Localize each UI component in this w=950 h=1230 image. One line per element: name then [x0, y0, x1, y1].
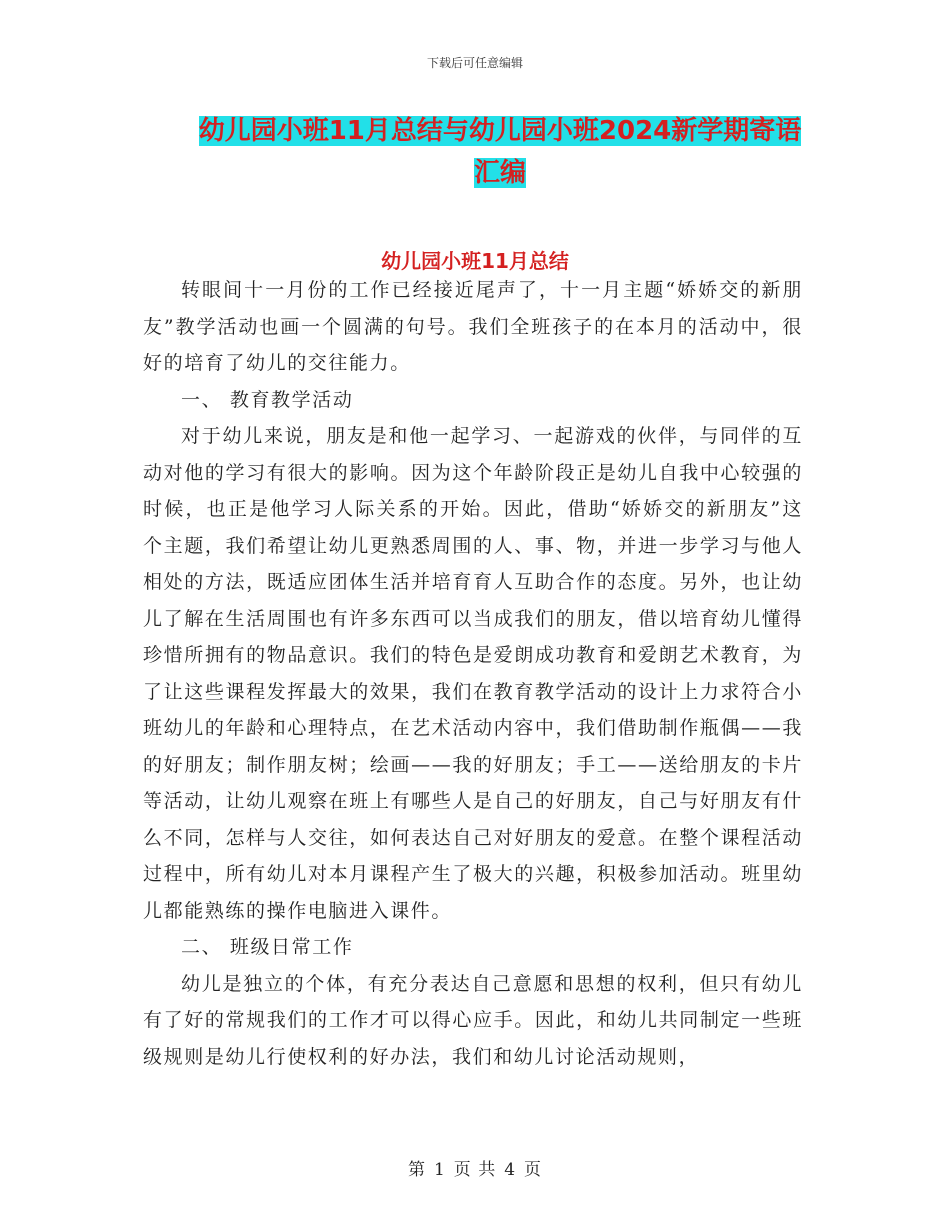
- footer-suffix: 页: [524, 1160, 543, 1180]
- section-title: 幼儿园小班11月总结: [381, 249, 569, 273]
- document-title: [190, 110, 810, 194]
- paragraph-daily-work: 幼儿是独立的个体，有充分表达自己意愿和思想的权利，但只有幼儿有了好的常规我们的工作才可以得心应手。因此，和幼儿共同制定一些班级规则是幼儿行使权利的好办法，我们和幼儿讨论活动规则，: [143, 972, 803, 1068]
- heading-daily-work: 二、 班级日常工作: [181, 936, 354, 958]
- paragraph-teaching: 对于幼儿来说，朋友是和他一起学习、一起游戏的伙伴，与同伴的互动对他的学习有很大的影响。因为这个年龄阶段正是幼儿自我中心较强的时候，也正是他学习人际关系的开始。因此，借助“娇娇交的新朋友”这个主题，我们希望让幼儿更熟悉周围的人、事、物，并进一步学习与他人相处的方法，既适应团体生活并培育育人互助合作的态度。另外，也让幼儿了解在生活周围也有许多东西可以当成我们的朋友，借以培育幼儿懂得珍惜所拥有的物品意识。我们的特色是爱朗成功教育和爱朗艺术教育，为了让这些课程发挥最大的效果，我们在教育教学活动的设计上力求符合小班幼儿的年龄和心理特点，在艺术活动内容中，我们借助制作瓶偶——我的好朋友；制作朋友树；绘画——我的好朋友；手工——送给朋友的卡片等活动，让幼儿观察在班上有哪些人是自己的好朋友，自己与好朋友有什么不同，怎样与人交往，如何表达自己对好朋友的爱意。在整个课程活动过程中，所有幼儿对本月课程产生了极大的兴趣，积极参加活动。班里幼儿都能熟练的操作电脑进入课件。: [143, 425, 803, 922]
- paragraph-intro: 转眼间十一月份的工作已经接近尾声了，十一月主题“娇娇交的新朋友”教学活动也画一个圆满的句号。我们全班孩子的在本月的活动中，很好的培育了幼儿的交往能力。: [143, 279, 803, 374]
- heading-teaching-activities: 一、 教育教学活动: [181, 388, 354, 411]
- document-title-line2: 汇编: [473, 158, 526, 188]
- document-title-line1: 幼儿园小班11月总结与幼儿园小班2024新学期寄语: [198, 116, 802, 146]
- footer-prefix: 第: [407, 1160, 426, 1180]
- footer-page-number: 1: [433, 1160, 446, 1180]
- header-note: 下载后可任意编辑: [426, 56, 523, 70]
- page-footer: [0, 1155, 950, 1180]
- document-body: [143, 272, 803, 1075]
- footer-middle: 页 共: [453, 1160, 497, 1180]
- footer-total-pages: 4: [504, 1160, 517, 1180]
